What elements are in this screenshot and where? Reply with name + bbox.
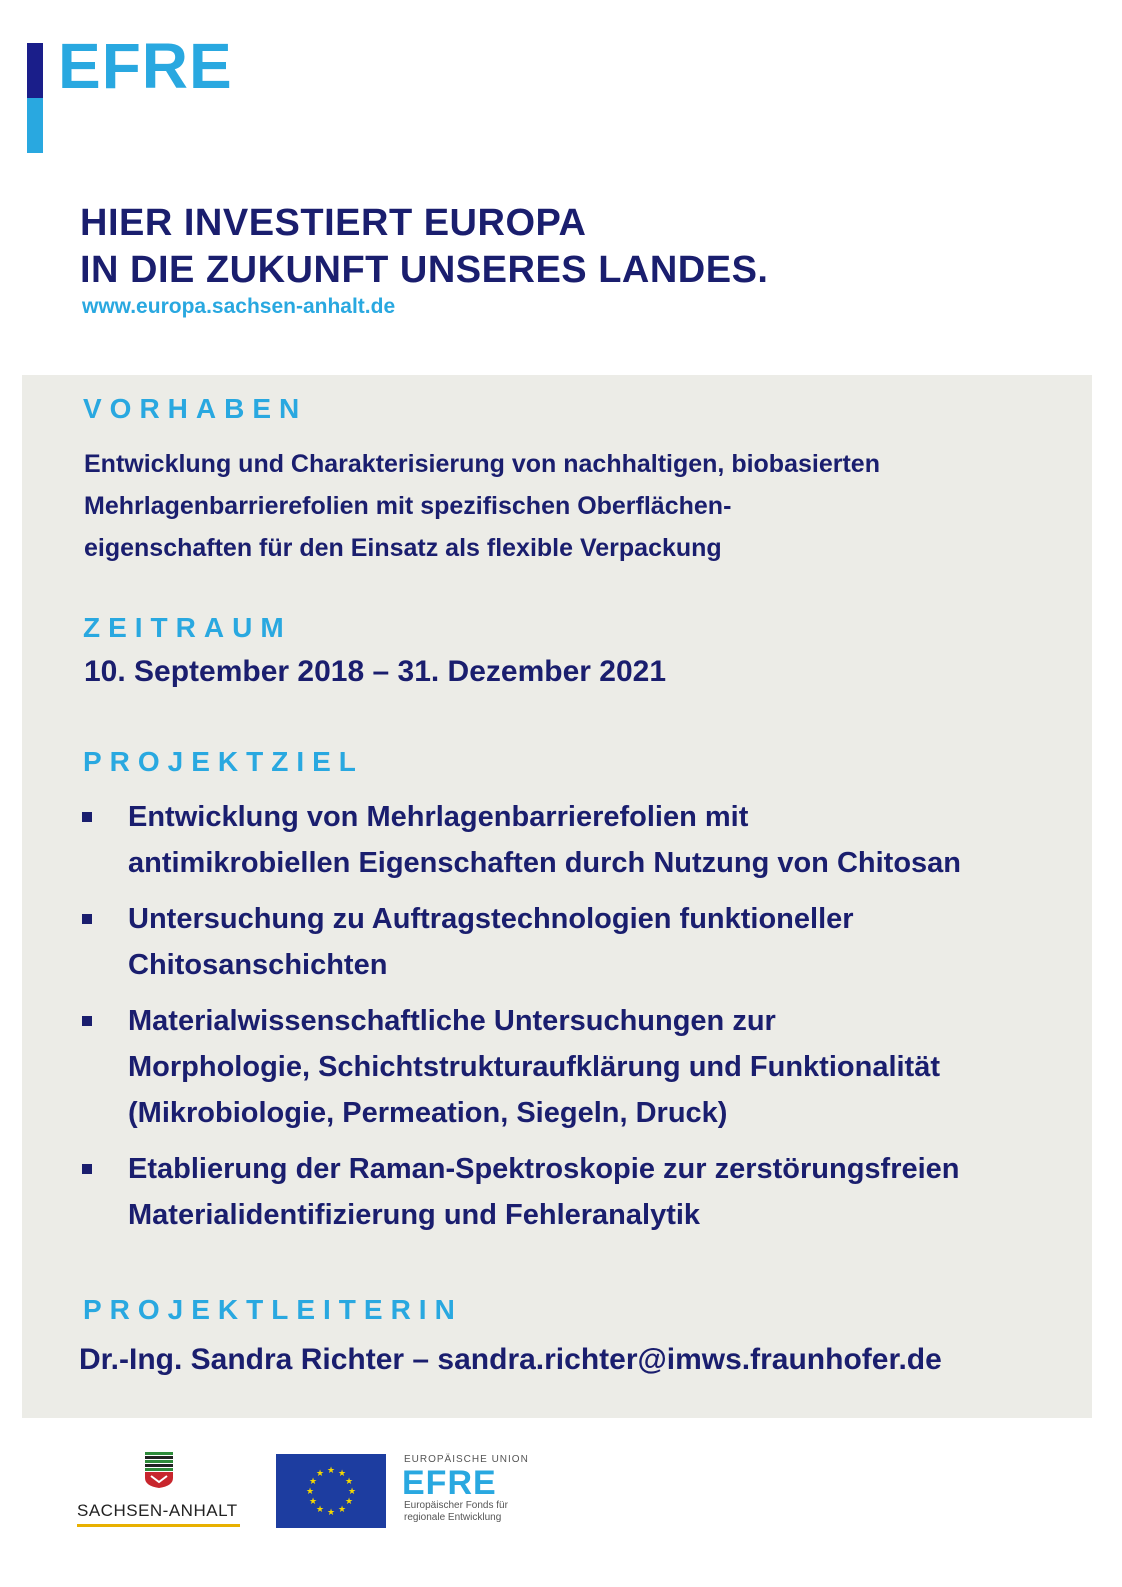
svg-text:★: ★ — [337, 1469, 347, 1479]
eu-caption: EUROPÄISCHE UNION — [404, 1454, 529, 1465]
headline-line: HIER INVESTIERT EUROPA — [80, 202, 587, 244]
svg-text:★: ★ — [344, 1477, 354, 1487]
svg-text:★: ★ — [326, 1466, 336, 1476]
svg-text:★: ★ — [315, 1469, 325, 1479]
list-item-line: Etablierung der Raman-Spektroskopie zur zerstörungsfreien — [128, 1153, 960, 1185]
contact-line: Dr.-Ing. Sandra Richter – sandra.richter@imws.fraunhofer.de — [79, 1343, 942, 1376]
list-item-line: Chitosanschichten — [128, 949, 388, 981]
sachsen-anhalt-logo — [77, 1452, 242, 1532]
svg-text:★: ★ — [337, 1505, 347, 1515]
website-link[interactable]: www.europa.sachsen-anhalt.de — [82, 295, 396, 318]
bullet-icon — [82, 1164, 92, 1174]
state-name: SACHSEN-ANHALT — [77, 1501, 238, 1520]
efre-logo-bar-light — [27, 98, 43, 153]
eu-efre-logo: EFRE — [402, 1464, 497, 1502]
bullet-icon — [82, 812, 92, 822]
eu-fund-line: Europäischer Fonds für — [404, 1500, 508, 1511]
list-item — [82, 896, 1082, 988]
list-item-line: Materialwissenschaftliche Untersuchungen zur — [128, 1005, 776, 1037]
headline — [80, 200, 768, 294]
vorhaben-label: VORHABEN — [83, 393, 308, 424]
projektziel-label: PROJEKTZIEL — [83, 746, 364, 777]
list-item-line: Untersuchung zu Auftragstechnologien funktioneller — [128, 903, 854, 935]
state-underline — [77, 1524, 240, 1527]
list-item-line: (Mikrobiologie, Permeation, Siegeln, Druck) — [128, 1097, 728, 1129]
list-item-line: antimikrobiellen Eigenschaften durch Nutzung von Chitosan — [128, 847, 962, 879]
list-item — [82, 794, 1082, 886]
svg-text:★: ★ — [305, 1487, 315, 1497]
efre-logo: EFRE — [58, 30, 233, 102]
list-item-line: Materialidentifizierung und Fehleranalytik — [128, 1199, 701, 1231]
vorhaben-line: Mehrlagenbarrierefolien mit spezifischen Oberflächen- — [84, 492, 732, 520]
svg-text:★: ★ — [308, 1477, 318, 1487]
eu-flag-icon — [276, 1454, 386, 1528]
bullet-icon — [82, 1016, 92, 1026]
zeitraum-value: 10. September 2018 – 31. Dezember 2021 — [84, 655, 667, 688]
efre-logo-bar-dark — [27, 43, 43, 98]
vorhaben-line: Entwicklung und Charakterisierung von nachhaltigen, biobasierten — [84, 450, 880, 478]
projektziel-list — [82, 794, 1082, 1248]
list-item — [82, 1146, 1082, 1238]
svg-text:★: ★ — [347, 1487, 357, 1497]
svg-text:★: ★ — [308, 1497, 318, 1507]
vorhaben-text — [84, 443, 880, 569]
zeitraum-label: ZEITRAUM — [83, 612, 292, 643]
projektleiterin-label: PROJEKTLEITERIN — [83, 1294, 463, 1325]
list-item-line: Entwicklung von Mehrlagenbarrierefolien mit — [128, 801, 749, 833]
list-item-line: Morphologie, Schichtstrukturaufklärung und Funktionalität — [128, 1051, 940, 1083]
eu-fund-line: regionale Entwicklung — [404, 1512, 502, 1523]
svg-text:★: ★ — [326, 1508, 336, 1518]
bullet-icon — [82, 914, 92, 924]
coat-of-arms-icon — [143, 1452, 175, 1488]
eu-fund-description — [404, 1500, 508, 1524]
vorhaben-line: eigenschaften für den Einsatz als flexible Verpackung — [84, 534, 722, 562]
svg-text:★: ★ — [315, 1505, 325, 1515]
headline-line: IN DIE ZUKUNFT UNSERES LANDES. — [80, 249, 769, 291]
list-item — [82, 998, 1082, 1136]
svg-text:★: ★ — [344, 1497, 354, 1507]
